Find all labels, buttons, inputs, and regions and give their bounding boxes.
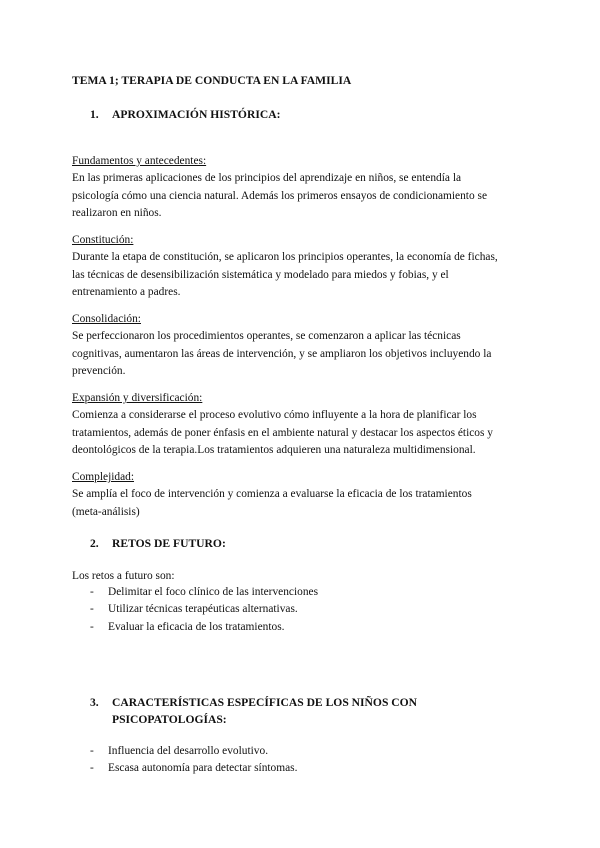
subsection-title: Fundamentos y antecedentes: <box>72 155 207 167</box>
section-2-number: 2. <box>90 537 99 550</box>
section-2-intro: Los retos a futuro son: <box>72 570 175 582</box>
list-item-text: Influencia del desarrollo evolutivo. <box>108 745 269 757</box>
section-3-heading <box>90 694 417 729</box>
subsection-consolidacion <box>72 311 532 381</box>
list-item-text: Delimitar el foco clínico de las intervenciones <box>108 586 319 598</box>
subsection-fundamentos <box>72 153 532 223</box>
list-item-text: Utilizar técnicas terapéuticas alternativas. <box>108 603 298 616</box>
list-item-text: Escasa autonomía para detectar síntomas. <box>108 762 298 775</box>
bullet-dash: - <box>90 620 94 633</box>
paragraph-line: psicología cómo una ciencia natural. Además los primeros ensayos de condicionamiento se <box>72 189 488 202</box>
subsection-constitucion <box>72 232 532 302</box>
section-1-number: 1. <box>90 108 99 121</box>
subsection-expansion <box>72 390 532 460</box>
paragraph-line: prevención. <box>72 365 126 378</box>
paragraph-line: Se perfeccionaron los procedimientos operantes, se comenzaron a aplicar las técnicas <box>72 330 461 343</box>
subsection-title: Consolidación: <box>72 313 141 325</box>
retos-list <box>90 584 318 636</box>
paragraph-line: Durante la etapa de constitución, se aplicaron los principios operantes, la economía de fichas, <box>72 251 498 264</box>
section-3-number: 3. <box>90 696 99 709</box>
paragraph-line: (meta-análisis) <box>72 505 140 518</box>
list-item <box>90 584 318 601</box>
bullet-dash: - <box>90 603 94 616</box>
bullet-dash: - <box>90 745 94 757</box>
paragraph-line: Se amplía el foco de intervención y comienza a evaluarse la eficacia de los tratamientos <box>72 488 472 501</box>
list-item <box>90 743 297 760</box>
list-item <box>90 619 318 636</box>
bullet-dash: - <box>90 762 94 775</box>
list-item <box>90 601 318 618</box>
paragraph-line: cognitivas, aumentaron las áreas de intervención, y se ampliaron los objetivos incluyendo la <box>72 347 492 360</box>
section-2-title: RETOS DE FUTURO: <box>112 537 226 550</box>
section-1-heading <box>90 106 280 123</box>
subsection-complejidad <box>72 469 532 521</box>
section-3-title-line1: CARACTERÍSTICAS ESPECÍFICAS DE LOS NIÑOS CON <box>112 696 418 709</box>
subsection-title: Expansión y diversificación: <box>72 392 203 404</box>
subsection-title: Constitución: <box>72 234 134 246</box>
paragraph-line: realizaron en niños. <box>72 207 162 220</box>
paragraph-line: las técnicas de desensibilización sistemática y modelado para miedos y fobias, y el <box>72 268 449 281</box>
document-title: TEMA 1; TERAPIA DE CONDUCTA EN LA FAMILIA <box>72 74 352 87</box>
paragraph-line: En las primeras aplicaciones de los principios del aprendizaje en niños, se entendía la <box>72 172 462 185</box>
bullet-dash: - <box>90 586 94 598</box>
section-3-title-line2: PSICOPATOLOGÍAS: <box>112 713 227 727</box>
subsection-title: Complejidad: <box>72 471 135 483</box>
list-item <box>90 760 297 777</box>
paragraph-line: deontológicos de la terapia.Los tratamientos adquieren una naturaleza multidimensional. <box>72 444 476 457</box>
caracteristicas-list <box>90 743 297 778</box>
section-1-title: APROXIMACIÓN HISTÓRICA: <box>112 108 281 121</box>
paragraph-line: tratamientos, además de poner énfasis en el ambiente natural y destacar los aspectos éticos y <box>72 426 493 439</box>
paragraph-line: Comienza a considerarse el proceso evolutivo cómo influyente a la hora de planificar los <box>72 409 477 422</box>
paragraph-line: entrenamiento a padres. <box>72 286 181 299</box>
section-2-heading <box>90 535 226 552</box>
list-item-text: Evaluar la eficacia de los tratamientos. <box>108 620 285 633</box>
